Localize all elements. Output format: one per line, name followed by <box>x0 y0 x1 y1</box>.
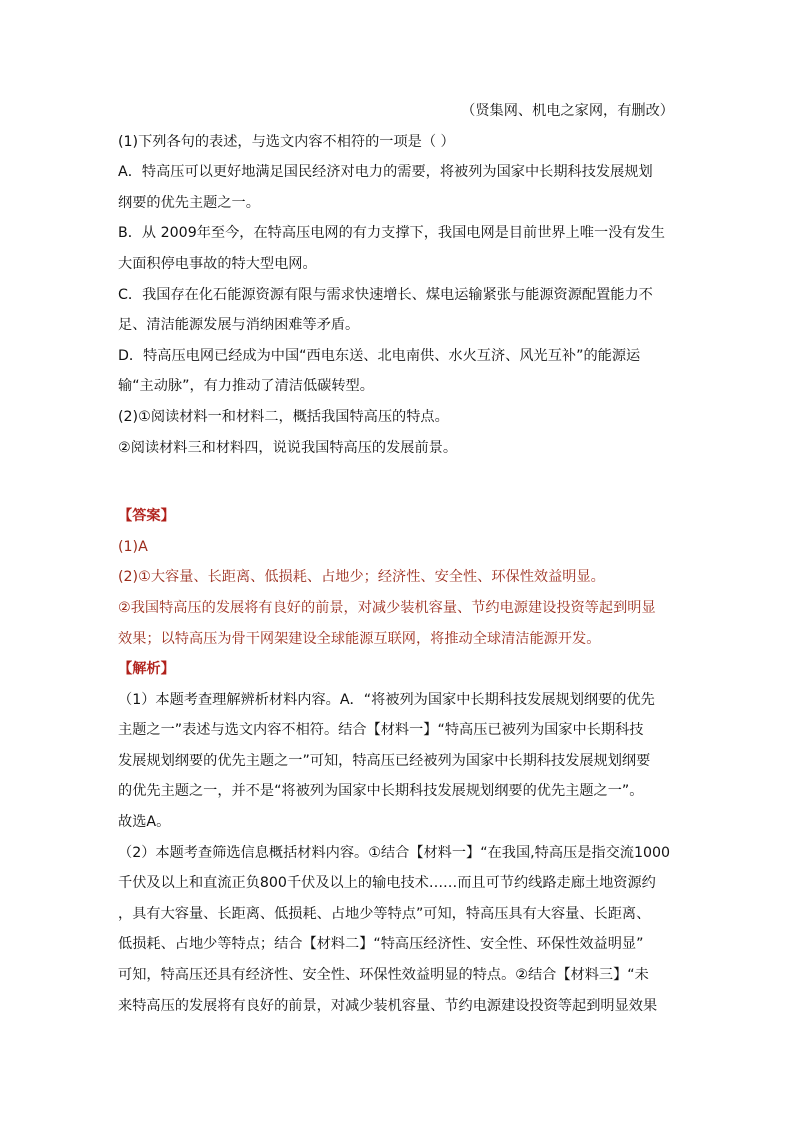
analysis-p1-line-1: （1）本题考查理解辨析材料内容。A．“将被列为国家中长期科技发展规划纲要的优先 <box>118 691 655 708</box>
analysis-p2-line-2: 千伏及以上和直流正负800千伏及以上的输电技术……而且可节约线路走廊土地资源约 <box>118 875 656 892</box>
analysis-p1-line-4: 的优先主题之一，并不是“将被列为国家中长期科技发展规划纲要的优先主题之一”。 <box>118 783 644 800</box>
option-d-line-2: 输“主动脉”，有力推动了清洁低碳转型。 <box>118 378 374 395</box>
source-citation: （贤集网、机电之家网，有删改） <box>461 103 674 119</box>
analysis-p2-line-6: 来特高压的发展将有良好的前景，对减少装机容量、节约电源建设投资等起到明显效果 <box>118 997 658 1014</box>
answer-2-part-1: (2)①大容量、长距离、低损耗、占地少；经济性、安全性、环保性效益明显。 <box>118 569 605 586</box>
spacer <box>118 463 678 501</box>
analysis-p2-line-4: 低损耗、占地少等特点；结合【材料二】“特高压经济性、安全性、环保性效益明显” <box>118 936 644 953</box>
option-c-line-1: C．我国存在化石能源资源有限与需求快速增长、煤电运输紧张与能源资源配置能力不 <box>118 286 653 303</box>
analysis-p1-line-5: 故选A。 <box>118 814 171 831</box>
analysis-p2-line-3: ，具有大容量、长距离、低损耗、占地少等特点”可知，特高压具有大容量、长距离、 <box>118 905 651 922</box>
answer-heading: 【答案】 <box>118 508 175 525</box>
option-a-line-2: 纲要的优先主题之一。 <box>118 194 260 211</box>
analysis-p2-line-1: （2）本题考查筛选信息概括材料内容。①结合【材料一】“在我国,特高压是指交流1000 <box>118 844 671 861</box>
question-1-stem: (1)下列各句的表述，与选文内容不相符的一项是（ ） <box>118 133 455 150</box>
analysis-heading: 【解析】 <box>118 661 175 678</box>
analysis-p2-line-5: 可知，特高压还具有经济性、安全性、环保性效益明显的特点。②结合【材料三】“未 <box>118 967 649 984</box>
question-2-part-1: (2)①阅读材料一和材料二，概括我国特高压的特点。 <box>118 408 449 425</box>
answer-1: (1)A <box>118 538 148 555</box>
answer-2-part-2-line-1: ②我国特高压的发展将有良好的前景，对减少装机容量、节约电源建设投资等起到明显 <box>118 599 656 616</box>
option-c-line-2: 足、清洁能源发展与消纳困难等矛盾。 <box>118 317 360 334</box>
question-2-part-2: ②阅读材料三和材料四，说说我国特高压的发展前景。 <box>118 439 458 456</box>
analysis-p1-line-2: 主题之一”表述与选文内容不相符。结合【材料一】“特高压已被列为国家中长期科技 <box>118 722 644 739</box>
option-d-line-1: D．特高压电网已经成为中国“西电东送、北电南供、水火互济、风光互补”的能源运 <box>118 347 641 364</box>
option-b-line-1: B．从 2009年至今，在特高压电网的有力支撑下，我国电网是目前世界上唯一没有发生 <box>118 225 665 242</box>
option-b-line-2: 大面积停电事故的特大型电网。 <box>118 255 317 272</box>
answer-2-part-2-line-2: 效果；以特高压为骨干网架建设全球能源互联网，将推动全球清洁能源开发。 <box>118 630 601 647</box>
document-page <box>118 96 678 1021</box>
analysis-p1-line-3: 发展规划纲要的优先主题之一”可知，特高压已经被列为国家中长期科技发展规划纲要 <box>118 752 651 769</box>
option-a-line-1: A．特高压可以更好地满足国民经济对电力的需要，将被列为国家中长期科技发展规划 <box>118 164 653 181</box>
